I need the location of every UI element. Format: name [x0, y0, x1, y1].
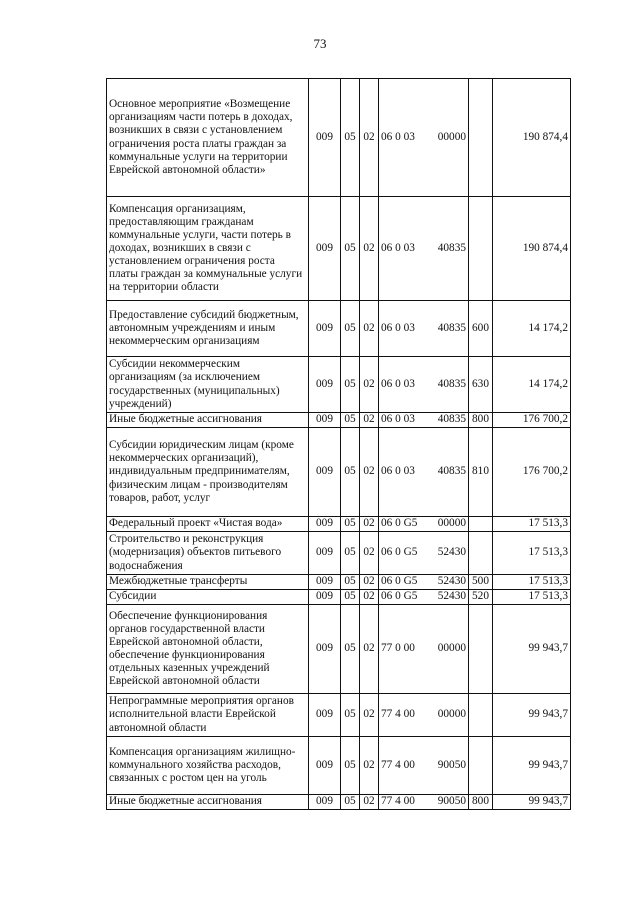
- table-row: [107, 428, 571, 517]
- target-article-code: [381, 465, 466, 478]
- target-article-cell: [379, 737, 469, 795]
- target-article-cell: [379, 590, 469, 605]
- grbs-code-cell: 009: [309, 737, 341, 795]
- target-article-code: [381, 575, 466, 588]
- target-article-cell: [379, 795, 469, 810]
- amount-cell: 17 513,3: [493, 517, 571, 532]
- table-row: [107, 413, 571, 428]
- target-article-code: [381, 708, 466, 721]
- target-article-code: [381, 378, 466, 391]
- target-article-program: 06 0 03: [381, 377, 415, 390]
- expense-type-cell: 630: [469, 357, 493, 413]
- subsection-code-cell: 02: [360, 428, 379, 517]
- target-article-direction: 90050: [437, 795, 466, 808]
- row-name-cell: Строительство и реконструкция (модернизация) объектов питьевого водоснабжения: [107, 532, 309, 575]
- section-code-cell: 05: [341, 197, 360, 301]
- table-row: [107, 605, 571, 694]
- table-row: [107, 694, 571, 737]
- target-article-code: [381, 131, 466, 144]
- table-row: [107, 301, 571, 357]
- expense-type-cell: 800: [469, 413, 493, 428]
- target-article-cell: [379, 532, 469, 575]
- subsection-code-cell: 02: [360, 694, 379, 737]
- target-article-direction: 52430: [437, 546, 466, 559]
- expense-type-cell: 800: [469, 795, 493, 810]
- amount-cell: 99 943,7: [493, 795, 571, 810]
- grbs-code-cell: 009: [309, 517, 341, 532]
- amount-cell: 99 943,7: [493, 694, 571, 737]
- section-code-cell: 05: [341, 428, 360, 517]
- section-code-cell: 05: [341, 517, 360, 532]
- target-article-direction: 52430: [437, 590, 466, 603]
- target-article-direction: 40835: [437, 413, 466, 426]
- target-article-program: 77 4 00: [381, 795, 415, 808]
- target-article-cell: [379, 517, 469, 532]
- expense-type-cell: [469, 79, 493, 197]
- expense-type-cell: 520: [469, 590, 493, 605]
- grbs-code-cell: 009: [309, 795, 341, 810]
- table-row: [107, 795, 571, 810]
- grbs-code-cell: 009: [309, 357, 341, 413]
- expense-type-cell: [469, 605, 493, 694]
- target-article-cell: [379, 694, 469, 737]
- section-code-cell: 05: [341, 532, 360, 575]
- target-article-cell: [379, 605, 469, 694]
- subsection-code-cell: 02: [360, 79, 379, 197]
- subsection-code-cell: 02: [360, 301, 379, 357]
- section-code-cell: 05: [341, 301, 360, 357]
- target-article-direction: 00000: [437, 130, 466, 143]
- target-article-program: 77 0 00: [381, 642, 415, 655]
- target-article-program: 06 0 G5: [381, 517, 418, 530]
- target-article-direction: 90050: [437, 758, 466, 771]
- row-name-cell: Иные бюджетные ассигнования: [107, 413, 309, 428]
- row-name-cell: Субсидии юридическим лицам (кроме некоммерческих организаций), индивидуальным предпринимателям, физическим лицам - производителям товаров, работ, услуг: [107, 428, 309, 517]
- subsection-code-cell: 02: [360, 605, 379, 694]
- target-article-code: [381, 590, 466, 603]
- grbs-code-cell: 009: [309, 413, 341, 428]
- expense-type-cell: [469, 532, 493, 575]
- target-article-cell: [379, 79, 469, 197]
- target-article-program: 06 0 03: [381, 465, 415, 478]
- expense-type-cell: 600: [469, 301, 493, 357]
- target-article-direction: 40835: [437, 377, 466, 390]
- row-name-cell: Межбюджетные трансферты: [107, 575, 309, 590]
- target-article-code: [381, 517, 466, 530]
- target-article-program: 77 4 00: [381, 708, 415, 721]
- grbs-code-cell: 009: [309, 428, 341, 517]
- subsection-code-cell: 02: [360, 413, 379, 428]
- grbs-code-cell: 009: [309, 79, 341, 197]
- target-article-cell: [379, 197, 469, 301]
- expense-type-cell: [469, 197, 493, 301]
- amount-cell: 190 874,4: [493, 79, 571, 197]
- target-article-program: 06 0 03: [381, 413, 415, 426]
- section-code-cell: 05: [341, 413, 360, 428]
- target-article-code: [381, 795, 466, 808]
- expense-type-cell: [469, 694, 493, 737]
- grbs-code-cell: 009: [309, 575, 341, 590]
- subsection-code-cell: 02: [360, 575, 379, 590]
- table-row: [107, 532, 571, 575]
- table-row: [107, 197, 571, 301]
- expense-type-cell: [469, 517, 493, 532]
- target-article-cell: [379, 301, 469, 357]
- subsection-code-cell: 02: [360, 532, 379, 575]
- target-article-cell: [379, 428, 469, 517]
- grbs-code-cell: 009: [309, 197, 341, 301]
- row-name-cell: Федеральный проект «Чистая вода»: [107, 517, 309, 532]
- row-name-cell: Компенсация организациям жилищно-коммунального хозяйства расходов, связанных с ростом цен на уголь: [107, 737, 309, 795]
- page-number: 73: [313, 36, 327, 51]
- subsection-code-cell: 02: [360, 357, 379, 413]
- grbs-code-cell: 009: [309, 532, 341, 575]
- target-article-direction: 40835: [437, 465, 466, 478]
- subsection-code-cell: 02: [360, 197, 379, 301]
- table-row: [107, 737, 571, 795]
- target-article-code: [381, 546, 466, 559]
- target-article-code: [381, 322, 466, 335]
- section-code-cell: 05: [341, 357, 360, 413]
- grbs-code-cell: 009: [309, 605, 341, 694]
- subsection-code-cell: 02: [360, 737, 379, 795]
- target-article-program: 77 4 00: [381, 758, 415, 771]
- amount-cell: 176 700,2: [493, 428, 571, 517]
- expense-type-cell: [469, 737, 493, 795]
- amount-cell: 14 174,2: [493, 357, 571, 413]
- subsection-code-cell: 02: [360, 795, 379, 810]
- target-article-program: 06 0 G5: [381, 590, 418, 603]
- section-code-cell: 05: [341, 79, 360, 197]
- section-code-cell: 05: [341, 795, 360, 810]
- target-article-cell: [379, 357, 469, 413]
- grbs-code-cell: 009: [309, 301, 341, 357]
- section-code-cell: 05: [341, 575, 360, 590]
- section-code-cell: 05: [341, 605, 360, 694]
- target-article-direction: 00000: [437, 517, 466, 530]
- row-name-cell: Компенсация организациям, предоставляющим гражданам коммунальные услуги, части потерь в доходах, возникших в связи с установлением ограничения роста платы граждан за коммунальные услуги на территории области: [107, 197, 309, 301]
- row-name-cell: Непрограммные мероприятия органов исполнительной власти Еврейской автономной области: [107, 694, 309, 737]
- target-article-direction: 40835: [437, 241, 466, 254]
- target-article-direction: 40835: [437, 321, 466, 334]
- grbs-code-cell: 009: [309, 590, 341, 605]
- amount-cell: 14 174,2: [493, 301, 571, 357]
- row-name-cell: Иные бюджетные ассигнования: [107, 795, 309, 810]
- section-code-cell: 05: [341, 590, 360, 605]
- budget-table: [106, 78, 571, 810]
- target-article-program: 06 0 03: [381, 130, 415, 143]
- expense-type-cell: 500: [469, 575, 493, 590]
- section-code-cell: 05: [341, 694, 360, 737]
- row-name-cell: Обеспечение функционирования органов государственной власти Еврейской автономной области, обеспечение функционирования отдельных казенных учреждений Еврейской автономной области: [107, 605, 309, 694]
- subsection-code-cell: 02: [360, 590, 379, 605]
- amount-cell: 99 943,7: [493, 737, 571, 795]
- target-article-code: [381, 759, 466, 772]
- subsection-code-cell: 02: [360, 517, 379, 532]
- table-row: [107, 357, 571, 413]
- target-article-program: 06 0 03: [381, 241, 415, 254]
- grbs-code-cell: 009: [309, 694, 341, 737]
- target-article-code: [381, 642, 466, 655]
- row-name-cell: Субсидии некоммерческим организациям (за исключением государственных (муниципальных) учреждений): [107, 357, 309, 413]
- expense-type-cell: 810: [469, 428, 493, 517]
- table-row: [107, 517, 571, 532]
- target-article-cell: [379, 413, 469, 428]
- table-row: [107, 590, 571, 605]
- amount-cell: 17 513,3: [493, 590, 571, 605]
- amount-cell: 176 700,2: [493, 413, 571, 428]
- row-name-cell: Субсидии: [107, 590, 309, 605]
- target-article-code: [381, 413, 466, 426]
- section-code-cell: 05: [341, 737, 360, 795]
- row-name-cell: Предоставление субсидий бюджетным, автономным учреждениям и иным некоммерческим организациям: [107, 301, 309, 357]
- target-article-direction: 00000: [437, 708, 466, 721]
- target-article-direction: 00000: [437, 642, 466, 655]
- target-article-cell: [379, 575, 469, 590]
- amount-cell: 17 513,3: [493, 532, 571, 575]
- target-article-program: 06 0 G5: [381, 546, 418, 559]
- target-article-code: [381, 242, 466, 255]
- row-name-cell: Основное мероприятие «Возмещение организациям части потерь в доходах, возникших в связи с установлением ограничения роста платы граждан за коммунальные услуги на территории Еврейской автономной области»: [107, 79, 309, 197]
- table-row: [107, 79, 571, 197]
- amount-cell: 99 943,7: [493, 605, 571, 694]
- table-row: [107, 575, 571, 590]
- target-article-program: 06 0 G5: [381, 575, 418, 588]
- budget-table-body: [107, 79, 571, 810]
- target-article-program: 06 0 03: [381, 321, 415, 334]
- amount-cell: 17 513,3: [493, 575, 571, 590]
- target-article-direction: 52430: [437, 575, 466, 588]
- amount-cell: 190 874,4: [493, 197, 571, 301]
